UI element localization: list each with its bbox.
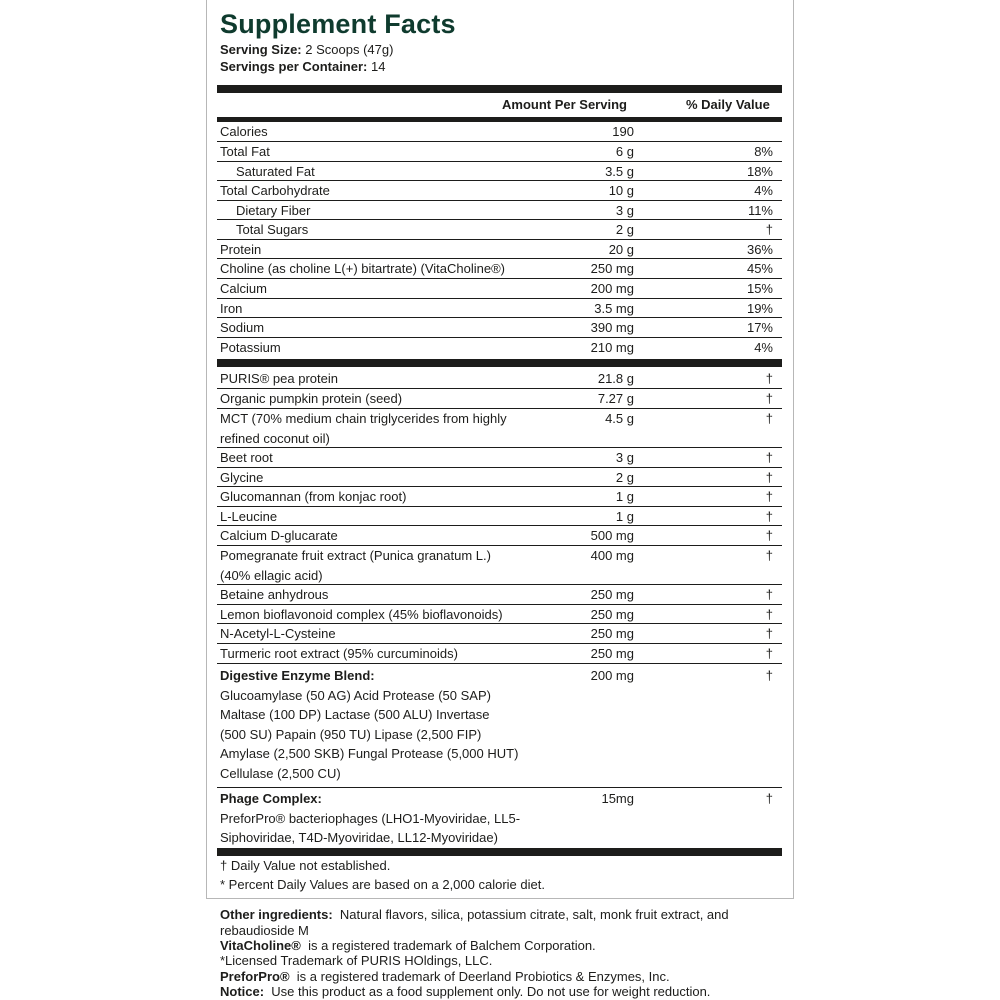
nutrient-dv: 15% bbox=[746, 281, 773, 296]
nutrient-name: Potassium bbox=[220, 340, 281, 355]
nutrient-amount: 2 g bbox=[615, 222, 634, 237]
preforpro-note bbox=[220, 969, 795, 985]
ingredient-amount: 4.5 g bbox=[605, 411, 634, 426]
nutrient-name: Calcium bbox=[220, 281, 267, 296]
enzyme-blend-line: Amylase (2,500 SKB) Fungal Protease (5,000 HUT) bbox=[220, 746, 519, 761]
table-row bbox=[217, 507, 782, 526]
phage-complex-dv: † bbox=[765, 791, 773, 806]
ingredient-amount: 250 mg bbox=[590, 626, 634, 641]
table-row bbox=[217, 389, 782, 409]
ingredient-name-line: (40% ellagic acid) bbox=[220, 567, 323, 583]
table-row bbox=[217, 624, 782, 644]
nutrient-dv: 17% bbox=[746, 320, 773, 335]
thick-divider-middle bbox=[217, 359, 782, 367]
notice-label: Notice: bbox=[220, 984, 265, 999]
ingredient-amount: 500 mg bbox=[590, 528, 634, 543]
other-ingredients bbox=[220, 907, 795, 938]
enzyme-blend-dv: † bbox=[765, 668, 773, 683]
nutrient-amount: 390 mg bbox=[590, 320, 634, 335]
nutrient-name: Total Carbohydrate bbox=[220, 183, 330, 198]
nutrient-name: Choline (as choline L(+) bitartrate) (VitaCholine®) bbox=[220, 261, 505, 276]
ingredient-name: PURIS® pea protein bbox=[220, 371, 338, 386]
ingredient-dv: † bbox=[765, 411, 773, 426]
nutrient-name: Dietary Fiber bbox=[236, 203, 311, 218]
ingredient-name: Turmeric root extract (95% curcuminoids) bbox=[220, 646, 458, 661]
ingredient-name: Lemon bioflavonoid complex (45% bioflavonoids) bbox=[220, 607, 503, 622]
ingredient-dv: † bbox=[765, 548, 773, 563]
nutrient-name: Total Sugars bbox=[236, 222, 309, 237]
nutrient-amount: 6 g bbox=[615, 144, 634, 159]
table-row bbox=[217, 299, 782, 318]
nutrient-amount: 20 g bbox=[608, 242, 634, 257]
enzyme-blend-amount: 200 mg bbox=[590, 668, 634, 683]
thick-divider-top bbox=[217, 85, 782, 93]
nutrient-amount: 3.5 mg bbox=[594, 301, 634, 316]
nutrient-amount: 3 g bbox=[615, 203, 634, 218]
preforpro-text: is a registered trademark of Deerland Probiotics & Enzymes, Inc. bbox=[296, 969, 670, 984]
other-ingredients-text: Natural flavors, silica, potassium citrate, salt, monk fruit extract, and rebaudioside M bbox=[220, 907, 729, 938]
servings-label: Servings per Container: bbox=[220, 59, 368, 74]
servings-value: 14 bbox=[371, 59, 386, 74]
ingredient-name: N-Acetyl-L-Cysteine bbox=[220, 626, 336, 641]
ingredient-name: Beet root bbox=[220, 450, 273, 465]
nutrient-amount: 250 mg bbox=[590, 261, 634, 276]
ingredient-amount: 250 mg bbox=[590, 587, 634, 602]
ingredient-dv: † bbox=[765, 371, 773, 386]
ingredient-dv: † bbox=[765, 489, 773, 504]
table-row bbox=[217, 240, 782, 259]
table-row bbox=[217, 162, 782, 181]
phage-complex-title: Phage Complex: bbox=[220, 791, 322, 806]
ingredient-amount: 2 g bbox=[615, 470, 634, 485]
ingredient-amount: 400 mg bbox=[590, 548, 634, 563]
ingredient-dv: † bbox=[765, 450, 773, 465]
puris-note: *Licensed Trademark of PURIS HOldings, LLC. bbox=[220, 953, 493, 968]
nutrient-name: Calories bbox=[220, 124, 268, 139]
ingredient-amount: 3 g bbox=[615, 450, 634, 465]
enzyme-blend-line: Maltase (100 DP) Lactase (500 ALU) Invertase bbox=[220, 707, 490, 722]
enzyme-blend-title: Digestive Enzyme Blend: bbox=[220, 668, 375, 683]
panel-title: Supplement Facts bbox=[220, 9, 456, 39]
nutrient-dv: 18% bbox=[746, 164, 773, 179]
table-row bbox=[217, 220, 782, 240]
nutrient-amount: 210 mg bbox=[590, 340, 634, 355]
table-row bbox=[217, 201, 782, 220]
vitacholine-note bbox=[220, 938, 795, 954]
serving-size bbox=[220, 42, 393, 57]
ingredient-dv: † bbox=[765, 528, 773, 543]
nutrient-dv: 11% bbox=[747, 203, 773, 218]
table-row bbox=[217, 487, 782, 507]
table-row bbox=[217, 468, 782, 487]
nutrient-name: Saturated Fat bbox=[236, 164, 315, 179]
enzyme-blend-line: Cellulase (2,500 CU) bbox=[220, 765, 341, 781]
ingredient-amount: 1 g bbox=[615, 509, 634, 524]
ingredient-amount: 1 g bbox=[615, 489, 634, 504]
nutrient-name: Protein bbox=[220, 242, 262, 257]
nutrient-dv: 4% bbox=[754, 183, 773, 198]
thick-divider-bottom bbox=[217, 848, 782, 856]
nutrient-dv: 4% bbox=[754, 340, 773, 355]
nutrient-dv: 19% bbox=[746, 301, 773, 316]
table-row bbox=[217, 142, 782, 162]
phage-complex-amount: 15mg bbox=[601, 791, 634, 806]
table-row bbox=[217, 279, 782, 299]
ingredient-name: Calcium D-glucarate bbox=[220, 528, 338, 543]
table-row bbox=[217, 546, 782, 585]
ingredient-name-line: refined coconut oil) bbox=[220, 430, 330, 446]
enzyme-blend-line: Glucoamylase (50 AG) Acid Protease (50 SAP) bbox=[220, 687, 491, 703]
preforpro-label: PreforPro® bbox=[220, 969, 290, 984]
footnote-percent: * Percent Daily Values are based on a 2,000 calorie diet. bbox=[220, 877, 545, 892]
table-row bbox=[217, 369, 782, 389]
column-header-amount: Amount Per Serving bbox=[502, 97, 627, 112]
ingredient-amount: 250 mg bbox=[590, 607, 634, 622]
table-row bbox=[217, 318, 782, 338]
notice-text: Use this product as a food supplement only. Do not use for weight reduction. bbox=[271, 984, 711, 999]
enzyme-blend-line: (500 SU) Papain (950 TU) Lipase (2,500 FIP) bbox=[220, 726, 482, 742]
ingredient-name: Glycine bbox=[220, 470, 264, 485]
nutrient-amount: 3.5 g bbox=[605, 164, 634, 179]
nutrient-name: Total Fat bbox=[220, 144, 270, 159]
vitacholine-text: is a registered trademark of Balchem Corporation. bbox=[308, 938, 596, 953]
ingredient-dv: † bbox=[765, 391, 773, 406]
column-header-daily-value: % Daily Value bbox=[686, 97, 770, 112]
ingredient-dv: † bbox=[765, 470, 773, 485]
ingredient-amount: 250 mg bbox=[590, 646, 634, 661]
ingredient-dv: † bbox=[765, 587, 773, 602]
nutrient-dv: 8% bbox=[754, 144, 773, 159]
table-row bbox=[217, 181, 782, 201]
table-row bbox=[217, 338, 782, 358]
ingredient-name: L-Leucine bbox=[220, 509, 278, 524]
enzyme-blend-row bbox=[217, 666, 782, 788]
ingredient-dv: † bbox=[765, 626, 773, 641]
nutrient-dv: † bbox=[765, 222, 773, 237]
table-row bbox=[217, 409, 782, 448]
table-row bbox=[217, 122, 782, 142]
nutrient-amount: 190 bbox=[612, 124, 634, 139]
footnote-daily-value: † Daily Value not established. bbox=[220, 858, 391, 873]
ingredient-name-line: MCT (70% medium chain triglycerides from highly bbox=[220, 411, 507, 426]
phage-complex-line: PreforPro® bacteriophages (LHO1-Myoviridae, LL5- bbox=[220, 810, 521, 826]
table-row bbox=[217, 644, 782, 664]
ingredient-amount: 7.27 g bbox=[597, 391, 634, 406]
servings-per-container bbox=[220, 59, 385, 74]
ingredient-name: Glucomannan (from konjac root) bbox=[220, 489, 407, 504]
ingredient-name: Betaine anhydrous bbox=[220, 587, 329, 602]
nutrient-amount: 10 g bbox=[608, 183, 634, 198]
table-row bbox=[217, 259, 782, 279]
other-ingredients-label: Other ingredients: bbox=[220, 907, 333, 922]
phage-complex-line: Siphoviridae, T4D-Myoviridae, LL12-Myoviridae) bbox=[220, 830, 498, 845]
ingredient-dv: † bbox=[765, 646, 773, 661]
nutrient-dv: 36% bbox=[746, 242, 773, 257]
nutrient-dv: 45% bbox=[746, 261, 773, 276]
serving-size-value: 2 Scoops (47g) bbox=[305, 42, 394, 57]
serving-size-label: Serving Size: bbox=[220, 42, 302, 57]
phage-complex-row bbox=[217, 789, 782, 849]
ingredient-dv: † bbox=[765, 509, 773, 524]
ingredient-name: Organic pumpkin protein (seed) bbox=[220, 391, 403, 406]
table-row bbox=[217, 448, 782, 468]
ingredient-amount: 21.8 g bbox=[597, 371, 634, 386]
ingredient-name-line: Pomegranate fruit extract (Punica granatum L.) bbox=[220, 548, 491, 563]
nutrient-amount: 200 mg bbox=[590, 281, 634, 296]
nutrient-name: Sodium bbox=[220, 320, 265, 335]
table-row bbox=[217, 526, 782, 546]
table-row bbox=[217, 605, 782, 624]
nutrient-name: Iron bbox=[220, 301, 243, 316]
table-row bbox=[217, 585, 782, 605]
notice bbox=[220, 984, 795, 1000]
vitacholine-label: VitaCholine® bbox=[220, 938, 301, 953]
ingredient-dv: † bbox=[765, 607, 773, 622]
